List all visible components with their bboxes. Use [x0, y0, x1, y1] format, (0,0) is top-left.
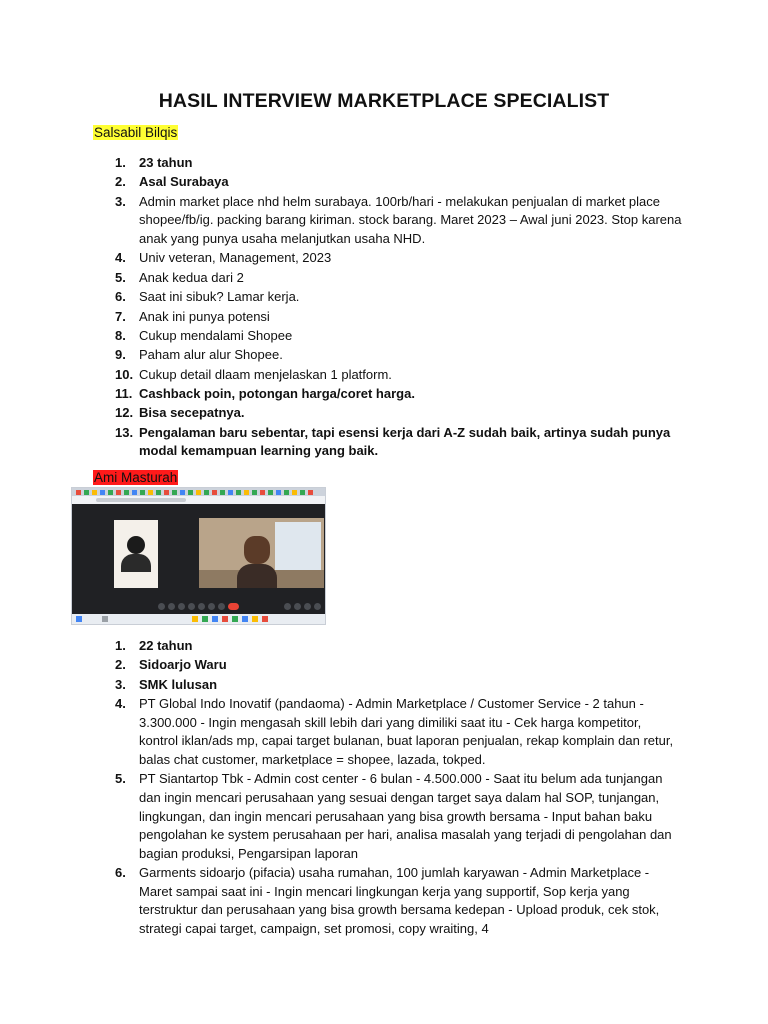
taskbar — [72, 614, 325, 624]
list-item: 5. Anak kedua dari 2 — [115, 269, 244, 285]
candidate-name-salsabil: Salsabil Bilqis — [94, 125, 178, 140]
candidate-name-ami: Ami Masturah — [94, 470, 178, 485]
list-item: 6. Saat ini sibuk? Lamar kerja. — [115, 289, 300, 305]
list-item: 1. 22 tahun — [115, 638, 193, 653]
candidate2-notes-list — [93, 637, 683, 939]
participant-head-icon — [127, 536, 145, 554]
list-item: 2. Asal Surabaya — [115, 174, 229, 190]
list-item: 12. Bisa secepatnya. — [115, 405, 245, 421]
participant-body-icon — [237, 564, 277, 588]
list-item: 6. Garments sidoarjo (pifacia) usaha rumahan, 100 jumlah karyawan - Admin Marketplace - Maret sampai saat ini - Ingin mencari lingkungan kerja yang supportif, Sop kerja yang terstruktur dan perusahaan yang bisa growth bersama kedepan - Upload produk, cek stok, strategi capai target, campaign, set promosi, copy wraiting, 4 — [115, 865, 660, 936]
list-item: 4. Univ veteran, Management, 2023 — [115, 250, 332, 266]
list-item: 9. Paham alur alur Shopee. — [115, 347, 283, 363]
list-item: 10. Cukup detail dlaam menjelaskan 1 platform. — [115, 366, 392, 382]
browser-tab-strip — [72, 488, 325, 496]
meeting-controls — [72, 600, 325, 614]
meeting-view — [72, 504, 325, 614]
document-title: HASIL INTERVIEW MARKETPLACE SPECIALIST — [158, 90, 610, 112]
list-item: 8. Cukup mendalami Shopee — [115, 327, 293, 343]
browser-address-bar — [72, 496, 325, 504]
list-item: 5. PT Siantartop Tbk - Admin cost center - 6 bulan - 4.500.000 - Saat itu belum ada tunjangan dan ingin mencari perusahaan yang sesuai dengan target saya dalam hal SOP, tunjangan, lingkungan, dan ingin mencari perusahaan yang bisa growth bersama - Input bahan baku pengolahan ke system perusahaan per hari, analisa masalah yang terjadi di pengolahan dan bagian produksi, Pengarsipan laporan — [115, 771, 672, 861]
list-item: 7. Anak ini punya potensi — [115, 308, 270, 324]
list-item: 3. SMK lulusan — [115, 676, 218, 692]
video-call-screenshot — [71, 487, 326, 625]
list-item: 11. Cashback poin, potongan harga/coret harga. — [115, 386, 415, 402]
list-item: 1. 23 tahun — [115, 155, 193, 170]
candidate1-notes-list — [93, 154, 683, 462]
participant-body-icon — [121, 554, 151, 572]
list-item: 4. PT Global Indo Inovatif (pandaoma) - Admin Marketplace / Customer Service - 2 tahun - 3.300.000 - Ingin mengasah skill lebih dari yang dimiliki saat itu - Cek harga kompetitor, kontrol iklan/ads mp, capai target bulanan, buat laporan penjualan, rekap komplain dan retur, balas chat customer, marketplace = shopee, lazada, tokped. — [115, 696, 674, 767]
participant-head-icon — [244, 536, 270, 564]
list-item: 13. Pengalaman baru sebentar, tapi esensi kerja dari A-Z sudah baik, artinya sudah punya modal kemampuan learning yang baik. — [115, 424, 671, 459]
list-item: 3. Admin market place nhd helm surabaya. 100rb/hari - melakukan penjualan di market place shopee/fb/ig. packing barang kiriman. stock barang. Maret 2023 – Awal juni 2023. Stop karena anak yang punya usaha melanjutkan usaha NHD. — [115, 193, 682, 246]
list-item: 2. Sidoarjo Waru — [115, 657, 227, 673]
